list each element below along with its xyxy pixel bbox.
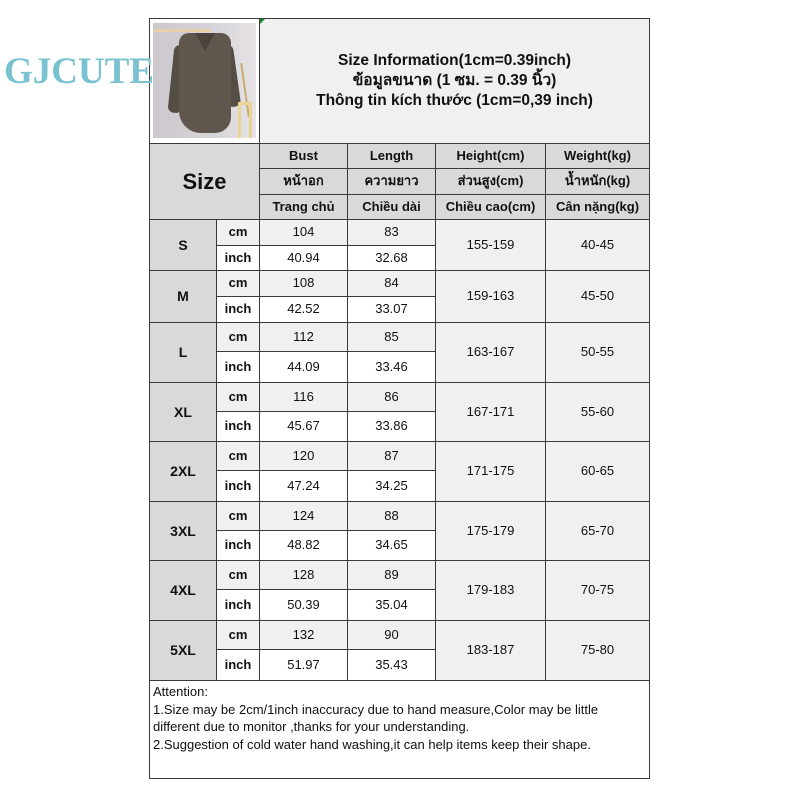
hanger-rail bbox=[153, 29, 210, 32]
length-inch: 32.68 bbox=[348, 246, 436, 271]
length-inch: 33.86 bbox=[348, 412, 436, 442]
col-weight-vi: Cân nặng(kg) bbox=[546, 195, 649, 220]
unit-inch: inch bbox=[217, 412, 260, 442]
col-bust-th: หน้าอก bbox=[260, 169, 348, 195]
weight-range: 75-80 bbox=[546, 621, 649, 681]
col-bust-en: Bust bbox=[260, 144, 348, 169]
title-thai: ข้อมูลขนาด (1 ซม. = 0.39 นิ้ว) bbox=[352, 72, 557, 90]
bust-inch: 48.82 bbox=[260, 531, 348, 561]
unit-cm: cm bbox=[217, 621, 260, 650]
bust-cm: 120 bbox=[260, 442, 348, 471]
product-image-cell bbox=[150, 19, 260, 144]
weight-range: 70-75 bbox=[546, 561, 649, 621]
weight-range: 45-50 bbox=[546, 271, 649, 323]
height-range: 155-159 bbox=[436, 220, 546, 271]
unit-inch: inch bbox=[217, 471, 260, 502]
unit-cm: cm bbox=[217, 442, 260, 471]
length-inch: 35.04 bbox=[348, 590, 436, 621]
size-label: 2XL bbox=[150, 442, 217, 502]
col-height-en: Height(cm) bbox=[436, 144, 546, 169]
size-label: 3XL bbox=[150, 502, 217, 561]
size-label: S bbox=[150, 220, 217, 271]
cell-comment-marker-icon bbox=[260, 19, 265, 24]
length-inch: 34.65 bbox=[348, 531, 436, 561]
size-label: L bbox=[150, 323, 217, 383]
bust-cm: 104 bbox=[260, 220, 348, 246]
title-cell bbox=[260, 19, 649, 144]
weight-range: 65-70 bbox=[546, 502, 649, 561]
height-range: 183-187 bbox=[436, 621, 546, 681]
attention-note bbox=[150, 681, 649, 778]
unit-cm: cm bbox=[217, 561, 260, 590]
size-label: XL bbox=[150, 383, 217, 442]
unit-inch: inch bbox=[217, 297, 260, 323]
length-inch: 33.07 bbox=[348, 297, 436, 323]
brand-logo: GJCUTE bbox=[4, 51, 155, 92]
height-range: 159-163 bbox=[436, 271, 546, 323]
unit-cm: cm bbox=[217, 220, 260, 246]
col-length-en: Length bbox=[348, 144, 436, 169]
bust-cm: 124 bbox=[260, 502, 348, 531]
bust-cm: 112 bbox=[260, 323, 348, 352]
unit-inch: inch bbox=[217, 531, 260, 561]
unit-inch: inch bbox=[217, 352, 260, 383]
col-height-vi: Chiều cao(cm) bbox=[436, 195, 546, 220]
height-range: 167-171 bbox=[436, 383, 546, 442]
unit-cm: cm bbox=[217, 271, 260, 297]
bust-inch: 45.67 bbox=[260, 412, 348, 442]
height-range: 163-167 bbox=[436, 323, 546, 383]
unit-inch: inch bbox=[217, 650, 260, 681]
length-cm: 85 bbox=[348, 323, 436, 352]
unit-cm: cm bbox=[217, 502, 260, 531]
weight-range: 60-65 bbox=[546, 442, 649, 502]
length-cm: 83 bbox=[348, 220, 436, 246]
size-label: M bbox=[150, 271, 217, 323]
bust-inch: 42.52 bbox=[260, 297, 348, 323]
col-length-vi: Chiều dài bbox=[348, 195, 436, 220]
size-label: 4XL bbox=[150, 561, 217, 621]
unit-inch: inch bbox=[217, 590, 260, 621]
size-chart bbox=[149, 18, 650, 779]
length-cm: 89 bbox=[348, 561, 436, 590]
attention-title: Attention: bbox=[153, 684, 208, 699]
col-length-th: ความยาว bbox=[348, 169, 436, 195]
col-weight-en: Weight(kg) bbox=[546, 144, 649, 169]
length-inch: 33.46 bbox=[348, 352, 436, 383]
title-english: Size Information(1cm=0.39inch) bbox=[338, 52, 571, 70]
product-image bbox=[153, 23, 256, 138]
bust-cm: 108 bbox=[260, 271, 348, 297]
length-inch: 35.43 bbox=[348, 650, 436, 681]
bust-inch: 40.94 bbox=[260, 246, 348, 271]
length-cm: 90 bbox=[348, 621, 436, 650]
title-vietnamese: Thông tin kích thước (1cm=0,39 inch) bbox=[316, 91, 593, 109]
weight-range: 50-55 bbox=[546, 323, 649, 383]
length-inch: 34.25 bbox=[348, 471, 436, 502]
attention-line-2: 2.Suggestion of cold water hand washing,it can help items keep their shape. bbox=[153, 736, 591, 752]
height-range: 179-183 bbox=[436, 561, 546, 621]
attention-line-1: 1.Size may be 2cm/1inch inaccuracy due to hand measure,Color may be little different due to monitor ,thanks for your understanding. bbox=[153, 701, 599, 734]
bust-inch: 51.97 bbox=[260, 650, 348, 681]
length-cm: 86 bbox=[348, 383, 436, 412]
size-label: 5XL bbox=[150, 621, 217, 681]
unit-cm: cm bbox=[217, 323, 260, 352]
decor-stool bbox=[238, 102, 252, 138]
unit-cm: cm bbox=[217, 383, 260, 412]
col-weight-th: น้ำหนัก(kg) bbox=[546, 169, 649, 195]
length-cm: 88 bbox=[348, 502, 436, 531]
height-range: 171-175 bbox=[436, 442, 546, 502]
bust-cm: 132 bbox=[260, 621, 348, 650]
bust-cm: 116 bbox=[260, 383, 348, 412]
weight-range: 55-60 bbox=[546, 383, 649, 442]
height-range: 175-179 bbox=[436, 502, 546, 561]
bust-cm: 128 bbox=[260, 561, 348, 590]
bust-inch: 50.39 bbox=[260, 590, 348, 621]
bust-inch: 47.24 bbox=[260, 471, 348, 502]
size-header: Size bbox=[150, 144, 260, 220]
bust-inch: 44.09 bbox=[260, 352, 348, 383]
length-cm: 87 bbox=[348, 442, 436, 471]
col-bust-vi: Trang chủ bbox=[260, 195, 348, 220]
col-height-th: ส่วนสูง(cm) bbox=[436, 169, 546, 195]
unit-inch: inch bbox=[217, 246, 260, 271]
weight-range: 40-45 bbox=[546, 220, 649, 271]
length-cm: 84 bbox=[348, 271, 436, 297]
